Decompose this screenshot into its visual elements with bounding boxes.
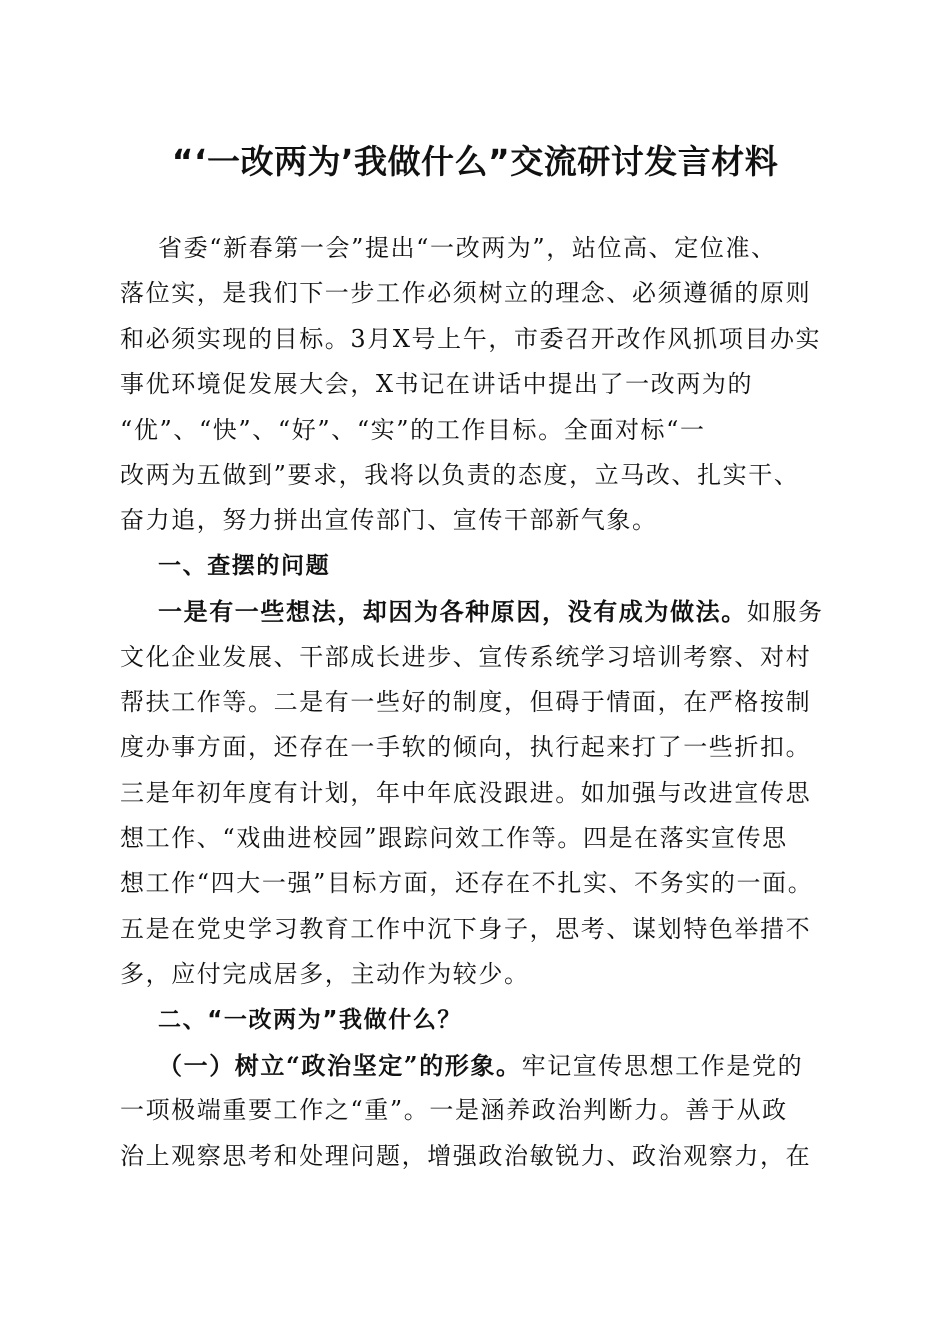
paragraph-line: 和必须实现的目标。3月X号上午，市委召开改作风抓项目办实: [120, 324, 822, 353]
paragraph-line: 落位实，是我们下一步工作必须树立的理念、必须遵循的原则: [120, 279, 812, 308]
paragraph-line: 事优环境促发展大会，X书记在讲话中提出了一改两为的: [120, 370, 754, 399]
paragraph-line: 想工作、“戏曲进校园”跟踪问效工作等。四是在落实宣传思: [120, 824, 788, 853]
paragraph-line: 五是在党史学习教育工作中沉下身子，思考、谋划特色举措不: [120, 914, 812, 943]
paragraph-line: 三是年初年度有计划，年中年底没跟进。如加强与改进宣传思: [120, 778, 812, 807]
paragraph-line: “优”、“快”、“好”、“实”的工作目标。全面对标“一: [120, 415, 706, 444]
paragraph-line: 帮扶工作等。二是有一些好的制度，但碍于情面，在严格按制: [120, 687, 812, 716]
section-heading-2: 二、“一改两为”我做什么？: [158, 1006, 463, 1033]
paragraph-line: 度办事方面，还存在一手软的倾向，执行起来打了一些折扣。: [120, 733, 812, 762]
paragraph-text: 如服务: [746, 598, 824, 627]
subheading: （一）树立“政治坚定”的形象。: [158, 1051, 522, 1081]
paragraph-line: 省委“新春第一会”提出“一改两为”，站位高、定位准、: [158, 234, 777, 262]
paragraph-line: [120, 1043, 830, 1088]
document-body: [120, 226, 830, 1179]
paragraph-text: 牢记宣传思想工作是党的: [521, 1052, 804, 1081]
document-title: “‘一改两为’我做什么”交流研讨发言材料: [171, 142, 779, 181]
paragraph-line: 一项极端重要工作之“重”。一是涵养政治判断力。善于从政: [120, 1096, 788, 1125]
paragraph-line: 改两为五做到”要求，我将以负责的态度，立马改、扎实干、: [120, 460, 800, 489]
paragraph-line: 文化企业发展、干部成长进步、宣传系统学习培训考察、对村: [120, 642, 812, 671]
paragraph-lead-bold: 一是有一些想法，却因为各种原因，没有成为做法。: [158, 597, 747, 627]
paragraph-line: 治上观察思考和处理问题，增强政治敏锐力、政治观察力，在: [120, 1141, 812, 1170]
paragraph-line: 奋力追，努力拼出宣传部门、宣传干部新气象。: [120, 506, 658, 535]
paragraph-line: 想工作“四大一强”目标方面，还存在不扎实、不务实的一面。: [120, 869, 814, 898]
paragraph-line: [120, 589, 830, 634]
section-heading-1: 一、查摆的问题: [158, 552, 331, 579]
paragraph-line: 多，应付完成居多，主动作为较少。: [120, 960, 530, 989]
